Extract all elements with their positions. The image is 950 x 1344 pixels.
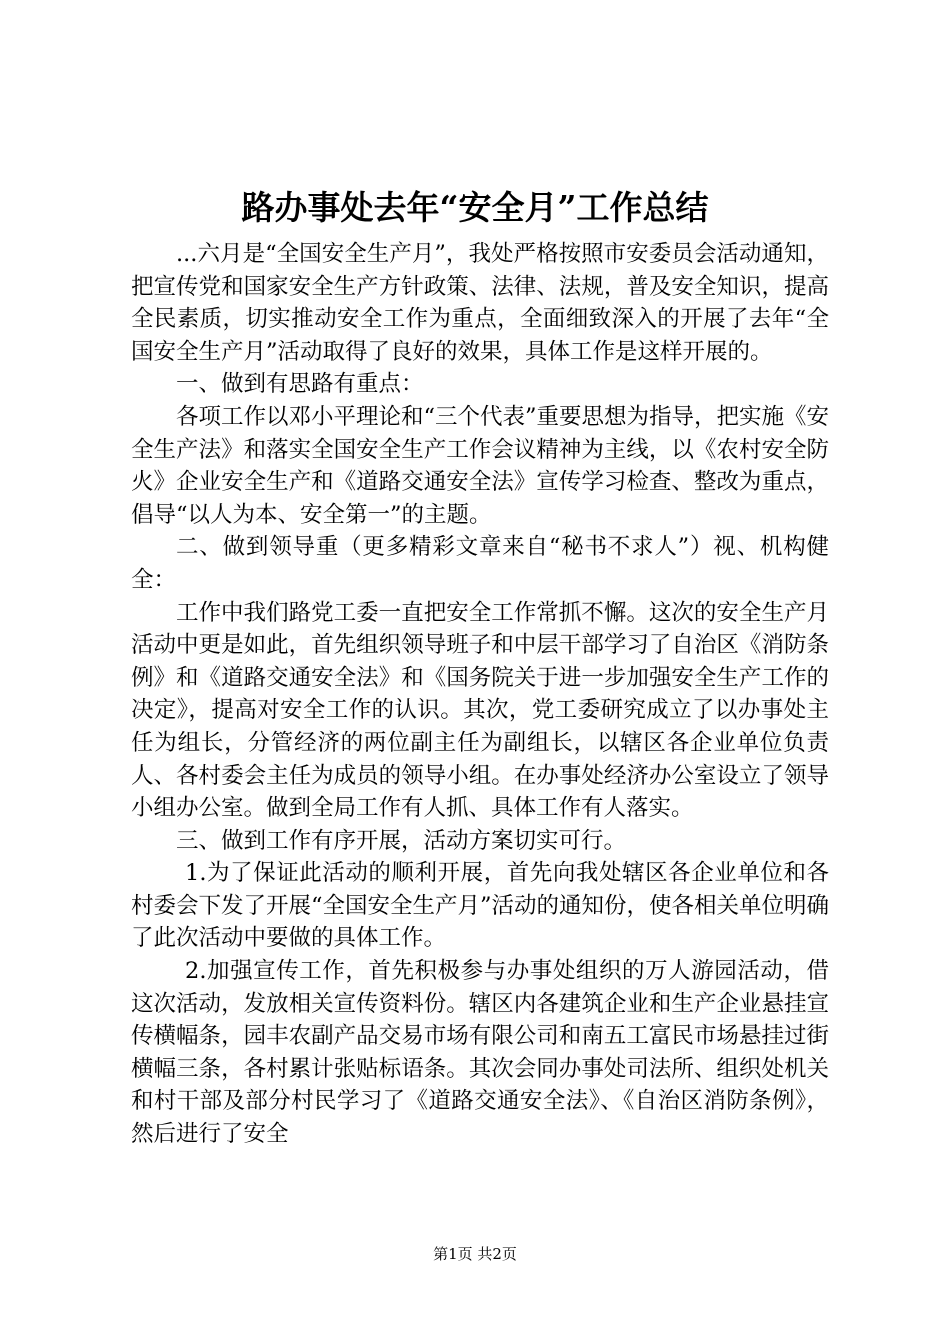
section-heading-2: 二、做到领导重（更多精彩文章来自“秘书不求人”）视、机构健全： [131,534,829,593]
section-heading-3: 三、做到工作有序开展，活动方案切实可行。 [176,827,627,854]
document-title: 路办事处去年“安全月”工作总结 [241,188,709,227]
paragraph-section-1: 各项工作以邓小平理论和“三个代表”重要思想为指导，把实施《安全生产法》和落实全国安全生产工作会议精神为主线，以《农村安全防火》企业安全生产和《道路交通安全法》宣传学习检查、整改为重点，倡导“以人为本、安全第一”的主题。 [131,403,830,528]
document-body [131,238,829,1151]
list-item-2: 2.加强宣传工作，首先积极参与办事处组织的万人游园活动，借这次活动，发放相关宣传资料份。辖区内各建筑企业和生产企业悬挂宣传横幅条，园丰农副产品交易市场有限公司和南五工富民市场悬挂过街横幅三条，各村累计张贴标语条。其次会同办事处司法所、组织处机关和村干部及部分村民学习了《道路交通安全法》、《自治区消防条例》，然后进行了安全 [131,958,829,1148]
paragraph-intro: ...六月是“全国安全生产月”，我处严格按照市安委员会活动通知，把宣传党和国家安全生产方针政策、法律、法规，普及安全知识，提高全民素质，切实推动安全工作为重点，全面细致深入的开展了去年“全国安全生产月”活动取得了良好的效果，具体工作是这样开展的。 [131,241,829,365]
list-item-1: 1.为了保证此活动的顺利开展，首先向我处辖区各企业单位和各村委会下发了开展“全国安全生产月”活动的通知份，使各相关单位明确了此次活动中要做的具体工作。 [131,860,830,952]
page-footer: 第1页 共2页 [433,1245,517,1263]
paragraph-section-2: 工作中我们路党工委一直把安全工作常抓不懈。这次的安全生产月活动中更是如此，首先组织领导班子和中层干部学习了自治区《消防条例》和《道路交通安全法》和《国务院关于进一步加强安全生产工作的决定》，提高对安全工作的认识。其次，党工委研究成立了以办事处主任为组长，分管经济的两位副主任为副组长，以辖区各企业单位负责人、各村委会主任为成员的领导小组。在办事处经济办公室设立了领导小组办公室。做到全局工作有人抓、具体工作有人落实。 [131,599,829,822]
section-heading-1: 一、做到有思路有重点： [176,371,424,398]
